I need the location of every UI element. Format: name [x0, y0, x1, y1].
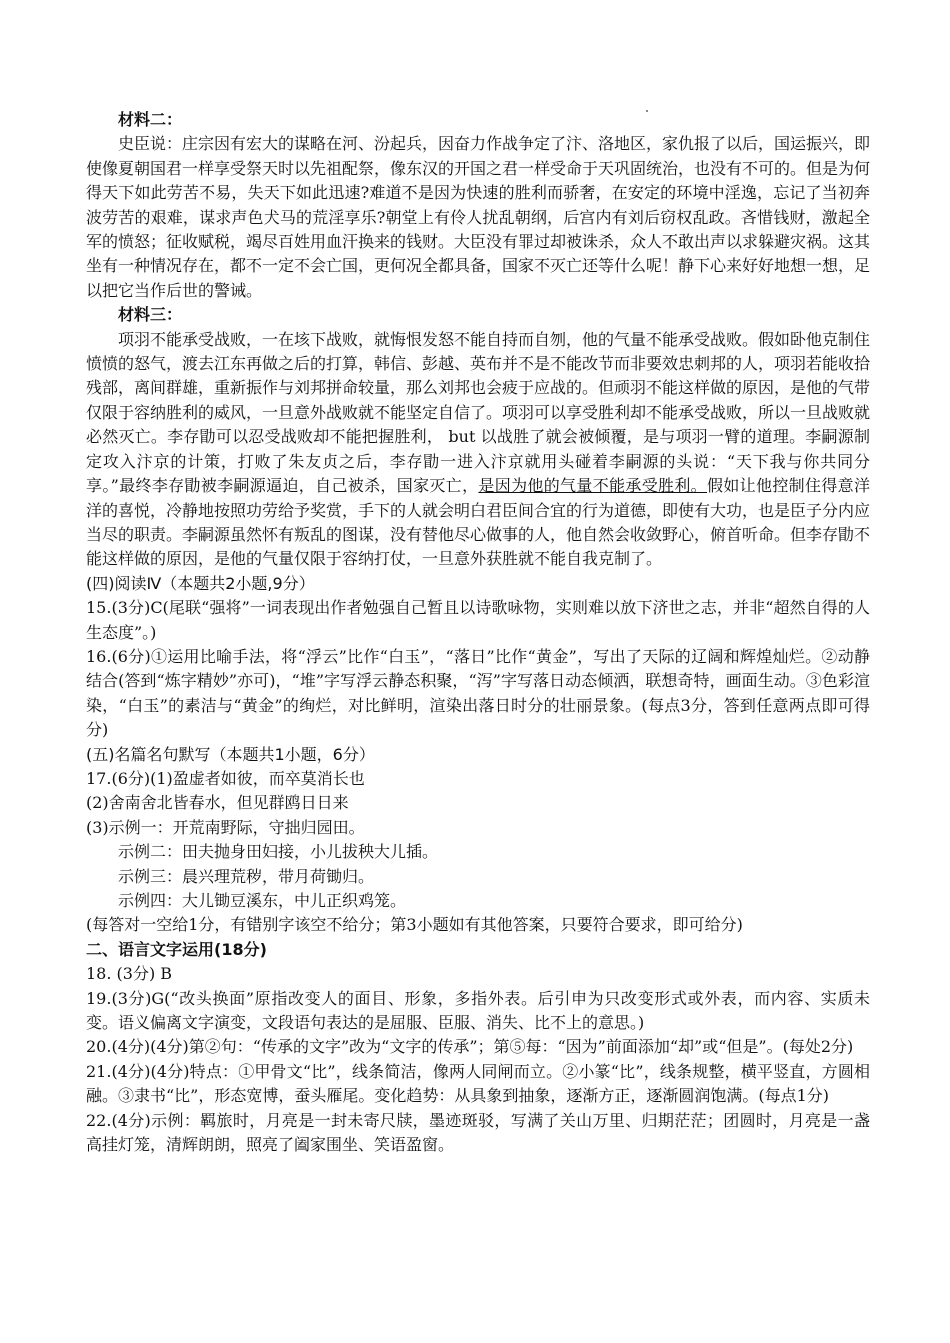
material3-text-after: 假如让他控制住得意洋洋的喜悦，冷静地按照功劳给予奖赏，手下的人就会明白君臣间合宜的行为道德，即使有大功，也是臣子分内应当尽的职责。李嗣源虽然怀有叛乱的图谋，没有替他尽心做事的人，他自然会收敛野心，俯首听命。但李存勖不能这样做的原因，是他的气量仅限于容纳打仗，一旦意外获胜就不能自我克制了。: [86, 476, 871, 569]
answer-q21: 21.(4分)(4分)特点：①甲骨文“比”，线条简洁，像两人同闸而立。②小篆“比”，线条规整，横平竖直，方圆相融。③隶书“比”，形态宽博，蚕头雁尾。变化趋势：从具象到抽象，逐渐方正，逐渐圆润饱满。(每点1分): [86, 1061, 870, 1106]
material3-text: [86, 328, 870, 572]
answer-document: [86, 108, 870, 1157]
section4-title: (四)阅读Ⅳ（本题共2小题,9分）: [86, 573, 315, 593]
answer-q17-example2: 示例二：田夫抛身田妇接，小儿拔秧大儿插。: [118, 842, 439, 862]
section5-title: (五)名篇名句默写（本题共1小题，6分）: [86, 744, 375, 764]
answer-q17-example4: 示例四：大儿锄豆溪东，中儿正织鸡笼。: [118, 891, 407, 910]
answer-q17-example3: 示例三：晨兴理荒秽，带月荷锄归。: [118, 866, 375, 886]
answer-q22: 22.(4分)示例：羁旅时，月亮是一封未寄尺牍，墨迹斑驳，写满了关山万里、归期茫茫；团圆时，月亮是一盏高挂灯笼，清辉朗朗，照亮了阖家围坐、笑语盈窗。: [86, 1110, 870, 1155]
material3-underlined-text: 是因为他的气量不能承受胜利。: [478, 476, 708, 496]
answer-q18: 18. (3分) B: [86, 964, 173, 984]
material3-heading: 材料三：: [118, 305, 183, 325]
answer-q19: 19.(3分)G(“改头换面”原指改变人的面目、形象，多指外表。后引申为只改变形式或外表，而内容、实质未变。语义偏离文字演变，文段语句表达的是屈服、臣服、消失、比不上的意思。): [86, 988, 870, 1033]
answer-q15: 15.(3分)C(尾联“强将”一词表现出作者勉强自己暂且以诗歌咏物，实则难以放下济世之志，并非“超然自得的人生态度”。): [86, 598, 870, 642]
material2-heading: 材料二：: [118, 110, 183, 129]
material3-text-before: 项羽不能承受战败，一在垓下战败，就悔恨发怒不能自持而自刎，他的气量不能承受战败。假如卧他克制住愤愤的怒气，渡去江东再做之后的打算，韩信、彭越、英布并不是不能改节而非要效忠刺邦的人，项羽若能收拾残部，离间群雄，重新振作与刘邦拼命较量，那么刘邦也会疲于应战的。但顽羽不能这样做的原因，是他的气带仅限于容纳胜利的威风，一旦意外战败就不能坚定自信了。项羽可以享受胜利却不能承受战败，所以一旦战败就必然灭亡。李存勖可以忍受战败却不能把握胜利， but 以战胜了就会被倾覆，是与项羽一臂的道理。李嗣源制定攻入汴京的计策，打败了朱友贞之后，李存勖一进入汴京就用头碰着李嗣源的头说：“天下我与你共同分享。”最终李存勖被李嗣源逼迫，自己被杀，国家灭亡，: [86, 329, 871, 496]
answer-q17-note: (每答对一空给1分，有错别字该空不给分；第3小题如有其他答案，只要符合要求，即可给分): [86, 915, 743, 935]
answer-q17-3: (3)示例一：开荒南野际，守拙归园田。: [86, 817, 365, 837]
material2-text: 史臣说：庄宗因有宏大的谋略在河、汾起兵，因奋力作战争定了汴、洛地区，家仇报了以后，国运振兴，即使像夏朝国君一样享受祭天时以先祖配祭，像东汉的开国之君一样受命于天巩固统治，也没有不可的。但是为何得天下如此劳苦不易，失天下如此迅速?难道不是因为快速的胜利而骄奢，在安定的环境中淫逸，忘记了当初奔波劳苦的艰难，谋求声色犬马的荒淫享乐?朝堂上有伶人扰乱朝纲，后宫内有刘后窃权乱政。吝惜钱财，激起全军的愤怒；征收赋税，竭尽百姓用血汗换来的钱财。大臣没有罪过却被诛杀，众人不敢出声以求躲避灾祸。这其坐有一种情况存在，都不一定不会亡国，更何况全都具备，国家不灭亡还等什么呢！静下心来好好地想一想，足以把它当作后世的警诫。: [86, 134, 871, 300]
part2-title: 二、语言文字运用(18分): [86, 939, 267, 959]
answer-q20: 20.(4分)(4分)第②句：“传承的文字”改为“文字的传承”；第⑤每：“因为”前面添加“却”或“但是”。(每处2分): [86, 1037, 854, 1057]
answer-q17-2: (2)舍南舍北皆春水，但见群鸥日日来: [86, 793, 349, 813]
answer-q16: 16.(6分)①运用比喻手法，将“浮云”比作“白玉”，“落日”比作“黄金”，写出了天际的辽阔和辉煌灿烂。②动静结合(答到“炼字精妙”亦可)，“堆”字写浮云静态积聚，“泻”字写落日动态倾洒，联想奇特，画面生动。③色彩渲染，“白玉”的素洁与“黄金”的绚烂，对比鲜明，渲染出落日时分的壮丽景象。(每点3分，答到任意两点即可得分): [86, 646, 870, 740]
answer-q17-1: 17.(6分)(1)盈虚者如彼，而卒莫消长也: [86, 768, 365, 788]
